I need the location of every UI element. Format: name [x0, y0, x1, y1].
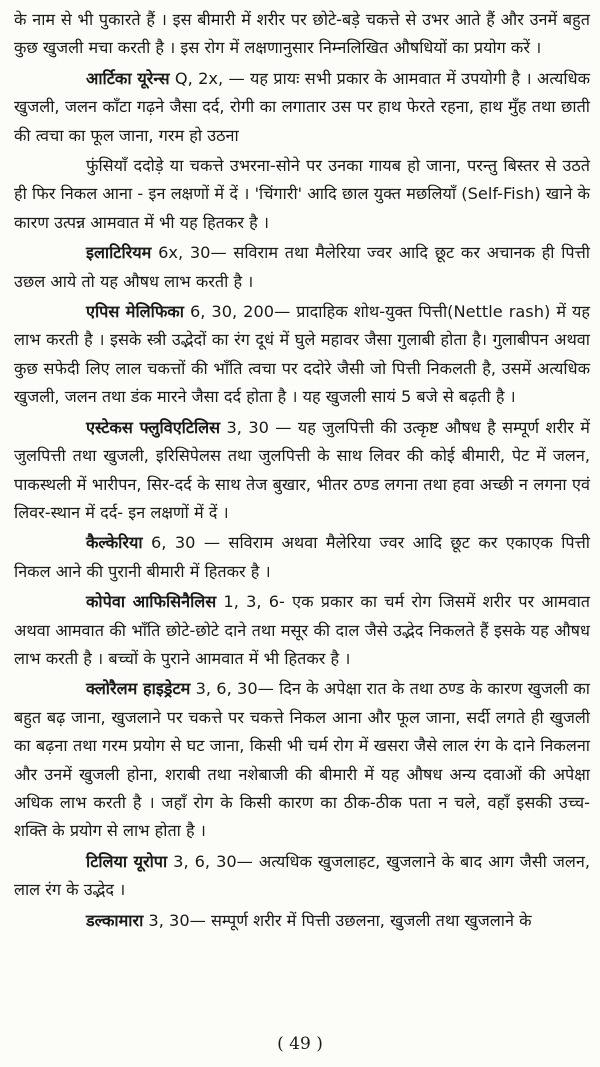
paragraph-chloralum	[14, 675, 590, 845]
remedy-name: टिलिया यूरोपा	[86, 851, 168, 871]
paragraph-elaterium	[14, 239, 590, 296]
remedy-name: डल्कामारा	[86, 910, 144, 930]
paragraph-intro	[14, 6, 590, 63]
paragraph-calcarea	[14, 529, 590, 586]
paragraph-tilia-europaea	[14, 848, 590, 905]
paragraph-text: 3, 6, 30— अत्यधिक खुजलाहट, खुजलाने के बाद आग जैसी जलन, लाल रंग के उद्भेद ।	[14, 851, 590, 900]
paragraph-text: के नाम से भी पुकारते हैं । इस बीमारी में शरीर पर छोटे-बड़े चकत्ते से उभर आते हैं और उनमें बहुत कुछ खुजली मचा करती है । इस रोग में लक्षणानुसार निम्नलिखित औषधियों का प्रयोग करें ।	[14, 10, 590, 58]
remedy-name: एस्टेकस फ्लुविएटिलिस	[86, 417, 221, 437]
paragraph-text: Q, 2x, — यह प्रायः सभी प्रकार के आमवात में उपयोगी है । अत्यधिक खुजली, जलन काँटा गढ़ने जैसा दर्द, रोगी का लगातार उस पर हाथ फेरते रहना, हाथ मुँह तथा छाती की त्वचा का फूल जाना, गरम हो उठना	[14, 68, 590, 145]
remedy-name: कैल्केरिया	[86, 533, 143, 553]
paragraph-text: फुंसियाँ ददोड़े या चकत्ते उभरना-सोने पर उनका गायब हो जाना, परन्तु बिस्तर से उठते ही फिर निकल आना - इन लक्षणों में दें । 'चिंगारी' आदि छाल युक्त मछलियाँ (Self-Fish) खाने के कारण उत्पन्न आमवात में भी यह हितकर है ।	[14, 156, 590, 232]
paragraph-copaiva	[14, 588, 590, 673]
remedy-name: इलाटिरियम	[86, 243, 152, 263]
remedy-name: आर्टिका यूरेन्स	[86, 68, 170, 88]
paragraph-text: 3, 6, 30— दिन के अपेक्षा रात के तथा ठण्ड के कारण खुजली का बहुत बढ़ जाना, खुजलाने पर चकत्ते पर चकत्ते निकल आना और फूल जाना, सर्दी लगते ही खुजली का बढ़ना तथा गरम प्रयोग से घट जाना, किसी भी चर्म रोग में खसरा जैसे लाल रंग के दाने निकलना और उनमें खुजली होना, शराबी तथा नशेबाजी की बीमारी में यह औषध अन्य दवाओं की अपेक्षा अधिक लाभ करती है । जहाँ रोग के किसी कारण का ठीक-ठीक पता न चले, वहाँ इसकी उच्च-शक्ति के प्रयोग से लाभ होता है ।	[14, 679, 590, 841]
paragraph-text: 6, 30, 200— प्रादाहिक शोथ-युक्त पित्ती(Nettle rash) में यह लाभ करती है । इसके स्त्री उद्भेदों का रंग दूधं में घुले महावर जैसा गुलाबी होता है। गुलाबीपन अथवा कुछ सफेदी लिए लाल चकत्तों की भाँति त्वचा पर ददोरे जैसी जो पित्ती निकलती है, उसमें अत्यधिक खुजली, जलन तथा डंक मारने जैसा दर्द होता है । यह खुजली सायं 5 बजे से बढ़ती है ।	[14, 302, 591, 407]
page-body	[14, 6, 590, 937]
remedy-name: क्लोरैलम हाइड्रेटम	[86, 679, 191, 699]
paragraph-text: 3, 30 — यह जुलपित्ती की उत्कृष्ट औषध है सम्पूर्ण शरीर में जुलपित्ती तथा खुजली, इरिसिपेलस तथा जुलपित्ती के साथ लिवर की कोई बीमारी, पेट में जलन, पाकस्थली में भारीपन, सिर-दर्द के साथ तेज बुखार, भीतर ठण्ड लगना तथा हवा अच्छी न लगना एवं लिवर-स्थान में दर्द- इन लक्षणों में दें ।	[14, 417, 590, 522]
paragraph-urtica-continued	[14, 152, 590, 237]
paragraph-text: 6x, 30— सविराम तथा मैलेरिया ज्वर आदि छूट कर अचानक ही पित्ती उछल आये तो यह औषध लाभ करती है ।	[14, 243, 590, 291]
paragraph-urtica-urens	[14, 65, 590, 150]
remedy-name: कोपेवा आफिसिनैलिस	[86, 592, 217, 612]
paragraph-dulcamara	[14, 907, 590, 935]
remedy-name: एपिस मेलिफिका	[86, 302, 184, 322]
page-number: ( 49 )	[277, 1034, 323, 1054]
paragraph-text: 6, 30 — सविराम अथवा मैलेरिया ज्वर आदि छूट कर एकाएक पित्ती निकल आने की पुरानी बीमारी में हितकर है ।	[14, 533, 590, 581]
paragraph-text: 3, 30— सम्पूर्ण शरीर में पित्ती उछलना, खुजली तथा खुजलाने के	[143, 910, 532, 930]
paragraph-astacus	[14, 414, 590, 528]
paragraph-text: 1, 3, 6- एक प्रकार का चर्म रोग जिसमें शरीर पर आमवात अथवा आमवात की भाँति छोटे-छोटे दाने तथा मसूर की दाल जैसे उद्भेद निकलते हैं इसके यह औषध लाभ करती है । बच्चों के पुराने आमवात में भी हितकर है ।	[14, 592, 591, 668]
paragraph-apis-mellifica	[14, 298, 590, 412]
